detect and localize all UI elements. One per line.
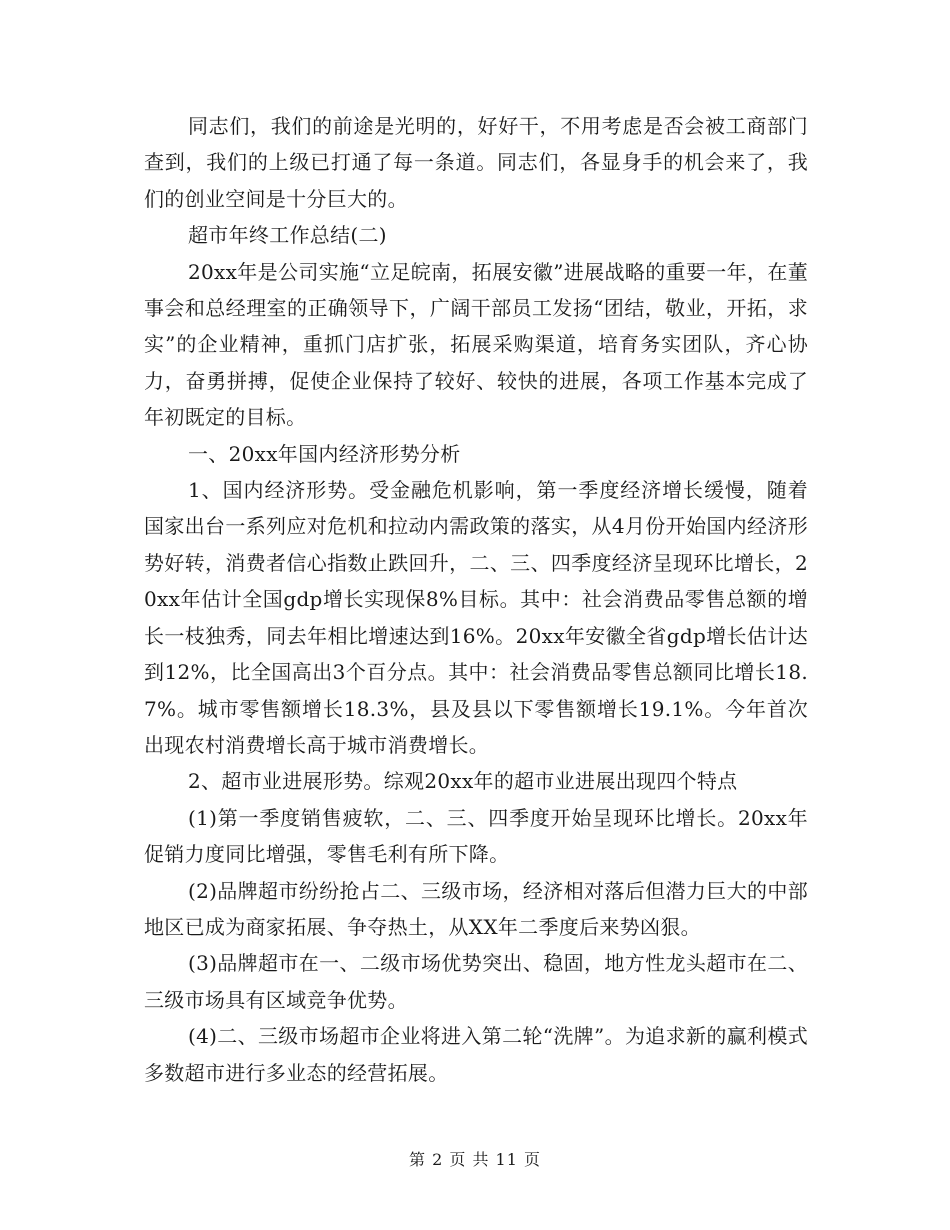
list-item: (4)二、三级市场超市企业将进入第二轮“洗牌”。为追求新的赢利模式多数超市进行多业态的经营拓展。: [144, 1024, 808, 1085]
page-number-footer: 第 2 页 共 11 页: [409, 1150, 541, 1169]
list-item: (1)第一季度销售疲软，二、三、四季度开始呈现环比增长。20xx年促销力度同比增强，零售毛利有所下降。: [144, 805, 808, 867]
paragraph: 20xx年是公司实施“立足皖南，拓展安徽”进展战略的重要一年，在董事会和总经理室的正确领导下，广阔干部员工发扬“团结，敬业，开拓，求实”的企业精神，重抓门店扩张，拓展采购渠道，培育务实团队，齐心协力，奋勇拼搏，促使企业保持了较好、较快的进展，各项工作基本完成了年初既定的目标。: [144, 259, 808, 430]
paragraph: 1、国内经济形势。受金融危机影响，第一季度经济增长缓慢，随着国家出台一系列应对危机和拉动内需政策的落实，从4月份开始国内经济形势好转，消费者信心指数止跌回升，二、三、四季度经济呈现环比增长，20xx年估计全国gdp增长实现保8%目标。其中：社会消费品零售总额的增长一枝独秀，同去年相比增速达到16%。20xx年安徽全省gdp增长估计达到12%，比全国高出3个百分点。其中：社会消费品零售总额同比增长18.7%。城市零售额增长18.3%，县及县以下零售额增长19.1%。今年首次出现农村消费增长高于城市消费增长。: [144, 478, 808, 757]
document-body: [144, 108, 808, 1091]
paragraph: 同志们，我们的前途是光明的，好好干，不用考虑是否会被工商部门查到，我们的上级已打通了每一条道。同志们，各显身手的机会来了，我们的创业空间是十分巨大的。: [144, 114, 808, 211]
list-item: (2)品牌超市纷纷抢占二、三级市场，经济相对落后但潜力巨大的中部地区已成为商家拓展、争夺热土，从XX年二季度后来势凶狠。: [144, 878, 808, 939]
section-heading: 超市年终工作总结(二): [188, 223, 387, 248]
paragraph: 2、超市业进展形势。综观20xx年的超市业进展出现四个特点: [188, 769, 738, 794]
list-item: (3)品牌超市在一、二级市场优势突出、稳固，地方性龙头超市在二、三级市场具有区域竞争优势。: [144, 951, 808, 1012]
section-heading: 一、20xx年国内经济形势分析: [188, 441, 461, 466]
